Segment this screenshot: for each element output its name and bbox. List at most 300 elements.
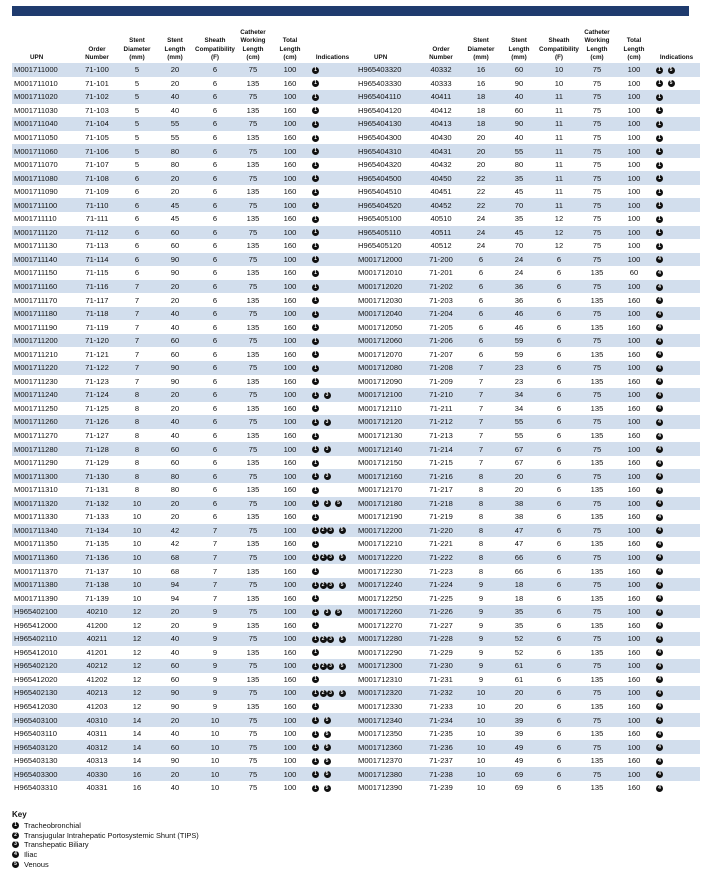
table-row <box>356 469 700 483</box>
indications-cell <box>653 280 700 294</box>
sheath-cell: 6 <box>195 361 235 375</box>
table-row <box>356 63 700 77</box>
sheath-cell: 7 <box>195 551 235 565</box>
order-number-cell: 71-105 <box>85 133 109 142</box>
indication-1-icon: 1 <box>312 189 319 196</box>
sheath-cell: 6 <box>195 497 235 511</box>
stent-length-cell: 34 <box>514 403 524 413</box>
indications-cell <box>309 632 356 646</box>
indications-cell <box>309 388 356 402</box>
stent-length-cell: 35 <box>499 171 539 185</box>
stent-length-cell: 20 <box>170 620 180 630</box>
upn-cell: M001712090 <box>358 376 403 386</box>
sheath-cell: 11 <box>539 90 579 104</box>
working-length-cell: 75 <box>579 388 615 402</box>
stent-length-cell: 90 <box>155 253 195 267</box>
indication-5-icon: 5 <box>339 527 346 534</box>
stent-diameter-cell: 12 <box>119 605 155 619</box>
upn-cell: M001712160 <box>356 469 419 483</box>
working-length-cell: 135 <box>590 647 604 657</box>
indication-3-icon: 3 <box>327 582 334 589</box>
total-length-cell: 160 <box>283 674 297 684</box>
stent-length-cell: 47 <box>499 524 539 538</box>
table-row <box>356 198 700 212</box>
indications-cell <box>309 347 356 361</box>
order-number-cell: 71-131 <box>85 485 109 495</box>
total-length-cell: 100 <box>627 105 641 115</box>
sheath-cell: 9 <box>212 701 218 711</box>
indication-4-icon: 4 <box>656 595 663 602</box>
order-number-cell: 71-205 <box>429 322 453 332</box>
indications-cell <box>309 781 356 795</box>
upn-cell: M001711130 <box>14 241 58 251</box>
total-length-cell: 100 <box>627 187 641 197</box>
stent-length-cell: 60 <box>170 241 180 251</box>
total-length-cell: 160 <box>283 349 297 359</box>
working-length-cell: 75 <box>579 253 615 267</box>
working-length-cell: 75 <box>579 767 615 781</box>
table-row <box>356 659 700 673</box>
stent-length-cell: 80 <box>155 469 195 483</box>
order-number-cell: 40413 <box>419 117 463 131</box>
working-length-cell: 75 <box>579 307 615 321</box>
sheath-cell: 6 <box>195 144 235 158</box>
upn-cell: M001712180 <box>356 497 419 511</box>
stent-length-cell: 39 <box>514 729 524 739</box>
stent-length-cell: 20 <box>155 767 195 781</box>
indication-1-icon: 1 <box>312 378 319 385</box>
indication-1-icon: 1 <box>312 744 319 751</box>
indication-4-icon: 4 <box>656 311 663 318</box>
stent-length-cell: 42 <box>170 539 180 549</box>
sheath-cell: 10 <box>210 729 220 739</box>
stent-diameter-cell: 7 <box>463 361 499 375</box>
upn-cell: H965403330 <box>358 78 402 88</box>
upn-cell: H965404300 <box>358 133 402 142</box>
upn-cell: H965402130 <box>12 686 75 700</box>
upn-cell: M001711110 <box>14 214 57 224</box>
indications-cell <box>653 646 700 660</box>
indications-cell <box>653 144 700 158</box>
order-number-cell: 71-106 <box>75 144 119 158</box>
sheath-cell: 6 <box>556 566 562 576</box>
stent-diameter-cell: 14 <box>119 740 155 754</box>
stent-length-cell: 94 <box>170 593 180 603</box>
indication-5-icon: 5 <box>12 861 19 868</box>
upn-cell: M001712280 <box>356 632 419 646</box>
working-length-cell: 135 <box>590 349 604 359</box>
stent-diameter-cell: 6 <box>463 280 499 294</box>
indications-cell <box>653 781 700 795</box>
sheath-cell: 6 <box>212 512 218 522</box>
table-row <box>12 605 356 619</box>
indication-5-icon: 5 <box>324 731 331 738</box>
upn-cell: M001711000 <box>12 63 75 77</box>
indication-1-icon: 1 <box>656 148 663 155</box>
total-length-cell: 100 <box>615 767 653 781</box>
upn-cell: M001712320 <box>356 686 419 700</box>
indications-cell <box>653 415 700 429</box>
table-row <box>12 158 356 172</box>
table-row <box>356 429 700 443</box>
upn-cell: H965404500 <box>356 171 419 185</box>
stent-length-cell: 18 <box>499 578 539 592</box>
sheath-cell: 6 <box>556 322 562 332</box>
total-length-cell: 160 <box>627 620 641 630</box>
order-number-cell: 40312 <box>75 740 119 754</box>
sheath-cell: 6 <box>212 214 218 224</box>
working-length-cell: 135 <box>590 539 604 549</box>
stent-length-cell: 90 <box>170 376 180 386</box>
indications-cell <box>653 293 700 307</box>
upn-cell: M001712380 <box>356 767 419 781</box>
sheath-cell: 6 <box>556 458 562 468</box>
indication-3-icon: 3 <box>324 500 331 507</box>
table-row <box>12 429 356 443</box>
stent-length-cell: 55 <box>499 144 539 158</box>
total-length-cell: 100 <box>615 524 653 538</box>
order-number-cell: 71-202 <box>419 280 463 294</box>
stent-diameter-cell: 8 <box>478 512 484 522</box>
stent-length-cell: 59 <box>514 349 524 359</box>
stent-diameter-cell: 7 <box>134 322 140 332</box>
stent-length-cell: 49 <box>499 740 539 754</box>
sheath-cell: 10 <box>195 767 235 781</box>
indications-cell <box>653 226 700 240</box>
total-length-cell: 100 <box>615 551 653 565</box>
total-length-cell: 160 <box>283 78 297 88</box>
upn-cell: M001712050 <box>358 322 403 332</box>
upn-cell: M001712070 <box>358 349 403 359</box>
indication-1-icon: 1 <box>312 338 319 345</box>
order-number-cell: 71-217 <box>429 485 453 495</box>
total-length-cell: 160 <box>283 485 297 495</box>
indications-cell <box>653 551 700 565</box>
stent-length-cell: 39 <box>499 713 539 727</box>
stent-length-cell: 94 <box>155 578 195 592</box>
indication-1-icon: 1 <box>312 433 319 440</box>
stent-diameter-cell: 7 <box>463 388 499 402</box>
upn-cell: M001711170 <box>14 295 58 305</box>
order-number-cell: 71-107 <box>85 160 109 170</box>
total-length-cell: 160 <box>627 512 641 522</box>
sheath-cell: 6 <box>195 415 235 429</box>
table-row <box>356 686 700 700</box>
order-number-cell: 71-200 <box>419 253 463 267</box>
working-length-cell: 75 <box>235 442 271 456</box>
order-number-cell: 71-201 <box>429 268 453 278</box>
stent-length-cell: 45 <box>155 198 195 212</box>
order-number-cell: 40411 <box>419 90 463 104</box>
order-number-cell: 71-233 <box>429 701 453 711</box>
stent-length-cell: 20 <box>170 403 180 413</box>
working-length-cell: 75 <box>235 307 271 321</box>
stent-length-cell: 24 <box>514 268 524 278</box>
stent-diameter-cell: 7 <box>478 403 484 413</box>
upn-cell: M001712210 <box>358 539 403 549</box>
indication-5-icon: 5 <box>324 758 331 765</box>
indications-cell <box>653 63 700 77</box>
sheath-cell: 7 <box>212 539 218 549</box>
working-length-cell: 135 <box>590 701 604 711</box>
upn-cell: M001711040 <box>12 117 75 131</box>
indication-1-icon: 1 <box>312 460 319 467</box>
total-length-cell: 100 <box>271 198 309 212</box>
table-row <box>356 347 700 361</box>
indications-cell <box>309 673 356 687</box>
stent-diameter-cell: 14 <box>119 713 155 727</box>
indications-cell <box>309 700 356 714</box>
upn-cell: H965412000 <box>14 620 58 630</box>
indications-cell <box>309 104 356 118</box>
order-number-cell: 71-114 <box>75 253 119 267</box>
stent-length-cell: 60 <box>155 740 195 754</box>
working-length-cell: 75 <box>235 659 271 673</box>
stent-length-cell: 20 <box>170 512 180 522</box>
indication-4-icon: 4 <box>656 636 663 643</box>
working-length-cell: 75 <box>579 605 615 619</box>
indications-cell <box>653 605 700 619</box>
stent-diameter-cell: 8 <box>463 497 499 511</box>
upn-cell: M001711350 <box>14 539 58 549</box>
stent-diameter-cell: 8 <box>478 485 484 495</box>
indication-5-icon: 5 <box>335 609 342 616</box>
order-number-cell: 41202 <box>86 674 108 684</box>
working-length-cell: 75 <box>592 214 602 224</box>
total-length-cell: 100 <box>271 90 309 104</box>
sheath-compatibility-header: Sheath Compatibility (F) <box>539 37 579 61</box>
order-number-header: Order Number <box>85 45 109 61</box>
indication-3-icon: 3 <box>327 663 334 670</box>
stent-length-cell: 36 <box>499 280 539 294</box>
indications-cell <box>309 564 356 578</box>
upn-cell: M001712060 <box>356 334 419 348</box>
order-number-cell: 71-206 <box>419 334 463 348</box>
sheath-cell: 6 <box>556 620 562 630</box>
indication-3-icon: 3 <box>327 554 334 561</box>
upn-cell: M001711100 <box>12 198 75 212</box>
order-number-cell: 40451 <box>430 187 452 197</box>
table-row <box>356 442 700 456</box>
upn-cell: M001712390 <box>358 783 403 793</box>
upn-cell: H965405120 <box>358 241 402 251</box>
sheath-cell: 6 <box>212 133 218 142</box>
indications-cell <box>653 618 700 632</box>
sheath-cell: 6 <box>539 659 579 673</box>
order-number-cell: 71-102 <box>75 90 119 104</box>
working-length-cell: 75 <box>592 78 602 88</box>
total-length-cell: 100 <box>271 442 309 456</box>
table-row <box>12 77 356 91</box>
sheath-cell: 6 <box>556 783 562 793</box>
upn-cell: M001711050 <box>14 133 58 142</box>
working-length-cell: 135 <box>590 295 604 305</box>
total-length-cell: 160 <box>283 566 297 576</box>
key-item <box>12 831 199 841</box>
total-length-cell: 160 <box>283 268 297 278</box>
table-row <box>12 442 356 456</box>
stent-diameter-cell: 22 <box>476 187 486 197</box>
stent-diameter-cell: 12 <box>119 686 155 700</box>
table-row <box>12 591 356 605</box>
stent-length-cell: 35 <box>499 605 539 619</box>
indication-4-icon: 4 <box>656 338 663 345</box>
indication-3-icon: 3 <box>324 392 331 399</box>
order-number-cell: 40213 <box>75 686 119 700</box>
stent-diameter-cell: 8 <box>119 415 155 429</box>
order-number-cell: 71-137 <box>85 566 109 576</box>
table-row <box>12 90 356 104</box>
total-length-cell: 100 <box>271 171 309 185</box>
sheath-cell: 6 <box>539 415 579 429</box>
total-length-cell: 160 <box>283 620 297 630</box>
total-length-cell: 100 <box>271 334 309 348</box>
table-row <box>12 117 356 131</box>
sheath-cell: 11 <box>555 187 563 197</box>
sheath-cell: 11 <box>539 117 579 131</box>
total-length-cell: 100 <box>627 133 641 142</box>
indications-cell <box>653 537 700 551</box>
stent-length-cell: 80 <box>155 144 195 158</box>
total-length-cell: 100 <box>271 767 309 781</box>
working-length-cell: 75 <box>235 198 271 212</box>
table-row <box>12 564 356 578</box>
stent-diameter-cell: 7 <box>478 431 484 441</box>
working-length-cell: 75 <box>579 578 615 592</box>
indication-5-icon: 5 <box>339 636 346 643</box>
order-number-cell: 71-226 <box>419 605 463 619</box>
sheath-cell: 12 <box>554 214 564 224</box>
stent-length-cell: 52 <box>514 647 524 657</box>
stent-length-cell: 20 <box>155 713 195 727</box>
stent-diameter-cell: 18 <box>463 117 499 131</box>
total-length-cell: 160 <box>283 133 297 142</box>
indications-cell <box>309 90 356 104</box>
indications-cell <box>309 334 356 348</box>
stent-diameter-cell: 6 <box>463 253 499 267</box>
indications-cell <box>653 171 700 185</box>
indication-1-icon: 1 <box>656 216 663 223</box>
indications-cell <box>653 727 700 741</box>
sheath-cell: 6 <box>195 198 235 212</box>
stent-length-cell: 60 <box>155 442 195 456</box>
sheath-cell: 11 <box>555 160 563 170</box>
upn-cell: M001711140 <box>12 253 75 267</box>
indications-cell <box>309 198 356 212</box>
stent-length-cell: 70 <box>499 198 539 212</box>
upn-cell: M001711060 <box>12 144 75 158</box>
order-number-cell: 41200 <box>86 620 108 630</box>
stent-diameter-cell: 16 <box>132 783 142 793</box>
indication-1-icon: 1 <box>312 636 319 643</box>
stent-length-cell: 20 <box>155 280 195 294</box>
working-length-cell: 135 <box>246 78 260 88</box>
sheath-cell: 6 <box>195 307 235 321</box>
sheath-cell: 6 <box>539 334 579 348</box>
indications-cell <box>309 402 356 416</box>
indication-4-icon: 4 <box>656 676 663 683</box>
indications-cell <box>653 767 700 781</box>
table-row <box>12 740 356 754</box>
order-number-cell: 71-235 <box>429 729 453 739</box>
stent-length-cell: 40 <box>155 632 195 646</box>
table-row <box>356 632 700 646</box>
stent-diameter-cell: 5 <box>134 160 140 170</box>
total-length-header: Total Length (cm) <box>623 37 645 61</box>
table-row <box>12 144 356 158</box>
indications-cell <box>653 632 700 646</box>
working-length-cell: 75 <box>235 280 271 294</box>
sheath-cell: 6 <box>539 713 579 727</box>
table-row <box>356 361 700 375</box>
stent-diameter-cell: 10 <box>132 512 142 522</box>
sheath-cell: 6 <box>539 497 579 511</box>
order-number-cell: 41201 <box>86 647 108 657</box>
table-row <box>356 605 700 619</box>
total-length-cell: 160 <box>283 295 297 305</box>
stent-length-cell: 61 <box>514 674 524 684</box>
working-length-cell: 75 <box>235 63 271 77</box>
order-number-cell: 71-211 <box>429 403 453 413</box>
indication-1-icon: 1 <box>312 121 319 128</box>
sheath-cell: 6 <box>556 349 562 359</box>
stent-length-cell: 20 <box>499 469 539 483</box>
order-number-cell: 40212 <box>75 659 119 673</box>
stent-diameter-cell: 8 <box>478 566 484 576</box>
total-length-cell: 100 <box>627 241 641 251</box>
stent-length-cell: 46 <box>514 322 524 332</box>
stent-diameter-cell: 5 <box>134 78 140 88</box>
table-row <box>356 388 700 402</box>
stent-length-cell: 90 <box>170 268 180 278</box>
indication-3-icon: 3 <box>324 419 331 426</box>
indication-4-icon: 4 <box>656 527 663 534</box>
stent-diameter-cell: 9 <box>463 605 499 619</box>
total-length-cell: 100 <box>615 226 653 240</box>
stent-diameter-cell: 22 <box>463 198 499 212</box>
stent-diameter-cell: 10 <box>132 539 142 549</box>
indication-1-icon: 1 <box>312 405 319 412</box>
total-length-cell: 100 <box>283 756 297 766</box>
working-length-cell: 135 <box>246 674 260 684</box>
indications-cell <box>653 591 700 605</box>
table-row <box>356 497 700 511</box>
order-number-cell: 40431 <box>419 144 463 158</box>
sheath-cell: 7 <box>195 578 235 592</box>
stent-diameter-cell: 9 <box>478 620 484 630</box>
indications-cell <box>653 740 700 754</box>
indication-1-icon: 1 <box>312 527 319 534</box>
sheath-cell: 6 <box>212 187 218 197</box>
stent-diameter-cell: 6 <box>134 268 140 278</box>
stent-diameter-cell: 8 <box>119 442 155 456</box>
order-number-cell: 40430 <box>430 133 452 142</box>
indication-1-icon: 1 <box>312 622 319 629</box>
sheath-compatibility-header: Sheath Compatibility (F) <box>195 37 235 61</box>
stent-length-cell: 20 <box>499 686 539 700</box>
catheter-working-length-header: Catheter Working Length (cm) <box>584 29 610 61</box>
indication-5-icon: 5 <box>324 771 331 778</box>
table-row <box>12 402 356 416</box>
stent-diameter-cell: 10 <box>132 566 142 576</box>
indications-cell <box>309 158 356 172</box>
stent-length-cell: 40 <box>170 105 180 115</box>
total-length-cell: 100 <box>271 551 309 565</box>
indications-cell <box>653 673 700 687</box>
upn-cell: M001711160 <box>12 280 75 294</box>
indication-1-icon: 1 <box>656 175 663 182</box>
upn-cell: M001711280 <box>12 442 75 456</box>
